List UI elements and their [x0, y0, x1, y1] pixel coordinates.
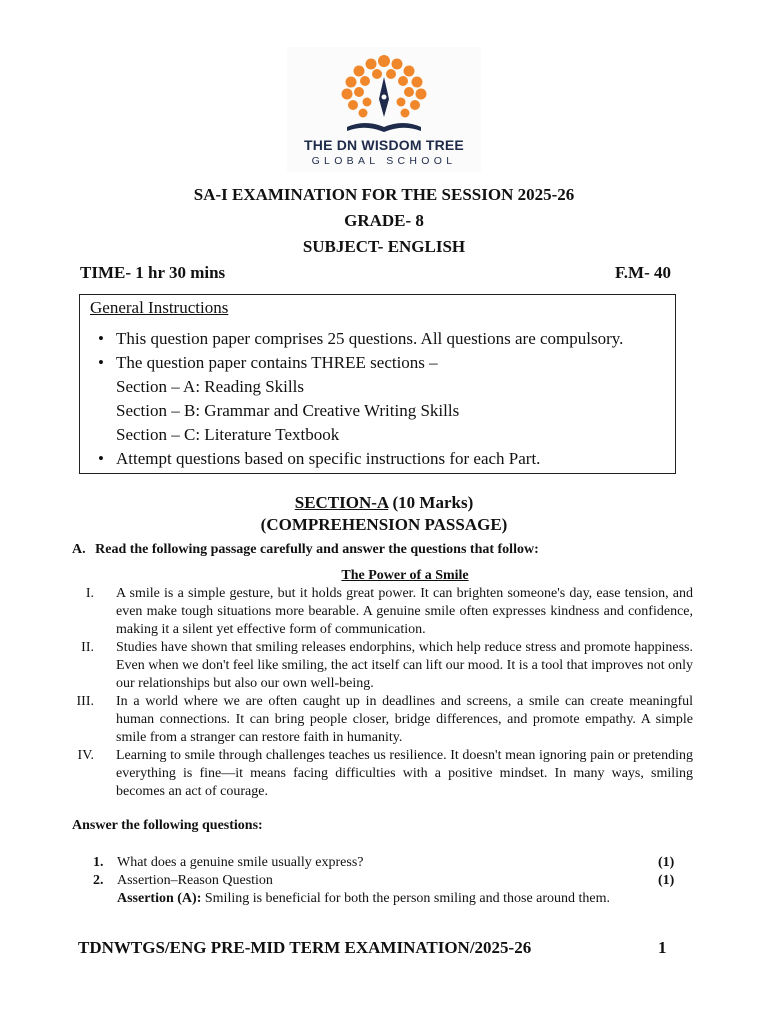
- grade-label: GRADE- 8: [344, 211, 424, 230]
- section-a-heading: [0, 493, 768, 513]
- passage-title: The Power of a Smile: [341, 568, 469, 583]
- list-item: • This question paper comprises 25 questions. All questions are compulsory.: [90, 327, 623, 351]
- question-marks: (1): [658, 873, 675, 888]
- bullet-icon: •: [98, 353, 104, 372]
- list-item: • The question paper contains THREE sections –: [90, 351, 623, 375]
- section-a-title: SECTION-A: [294, 493, 389, 512]
- full-marks-label: F.M- 40: [614, 263, 671, 282]
- assertion-text: Smiling is beneficial for both the person smiling and those around them.: [204, 891, 611, 906]
- answer-heading: Answer the following questions:: [72, 818, 263, 833]
- section-b-line: Section – B: Grammar and Creative Writing Skills: [116, 401, 460, 420]
- question-text: Assertion–Reason Question: [117, 873, 273, 888]
- instructions-list: [90, 327, 623, 471]
- section-c-line: Section – C: Literature Textbook: [116, 425, 340, 444]
- question-marks: (1): [658, 855, 675, 870]
- section-a-subtitle: (COMPREHENSION PASSAGE): [260, 515, 508, 534]
- assertion-line: [117, 890, 610, 908]
- instructions-title: General Instructions: [90, 298, 229, 317]
- question-number: 2.: [93, 873, 104, 888]
- bullet-icon: •: [98, 329, 104, 348]
- general-instructions-box: [79, 294, 676, 474]
- passage-instruction: A. Read the following passage carefully and answer the questions that follow:: [72, 542, 539, 557]
- subject-label: SUBJECT- ENGLISH: [302, 237, 466, 256]
- logo-school-name: THE DN WISDOM TREE: [304, 137, 464, 153]
- bullet-icon: •: [98, 449, 104, 468]
- page-number: 1: [658, 938, 667, 957]
- footer-text: TDNWTGS/ENG PRE-MID TERM EXAMINATION/2025-26: [78, 938, 532, 957]
- section-a-marks: (10 Marks): [392, 493, 474, 512]
- tree-pen-book-icon: [287, 47, 481, 137]
- question-text: What does a genuine smile usually express?: [117, 855, 364, 870]
- school-logo: [287, 47, 481, 172]
- list-item: • Attempt questions based on specific instructions for each Part.: [90, 447, 623, 471]
- time-label: TIME- 1 hr 30 mins: [80, 263, 226, 282]
- question-number: 1.: [93, 855, 104, 870]
- logo-tagline: GLOBAL SCHOOL: [311, 155, 457, 167]
- section-a-line: Section – A: Reading Skills: [116, 377, 304, 396]
- exam-title: SA-I EXAMINATION FOR THE SESSION 2025-26: [193, 185, 575, 204]
- assertion-label: Assertion (A):: [117, 891, 202, 906]
